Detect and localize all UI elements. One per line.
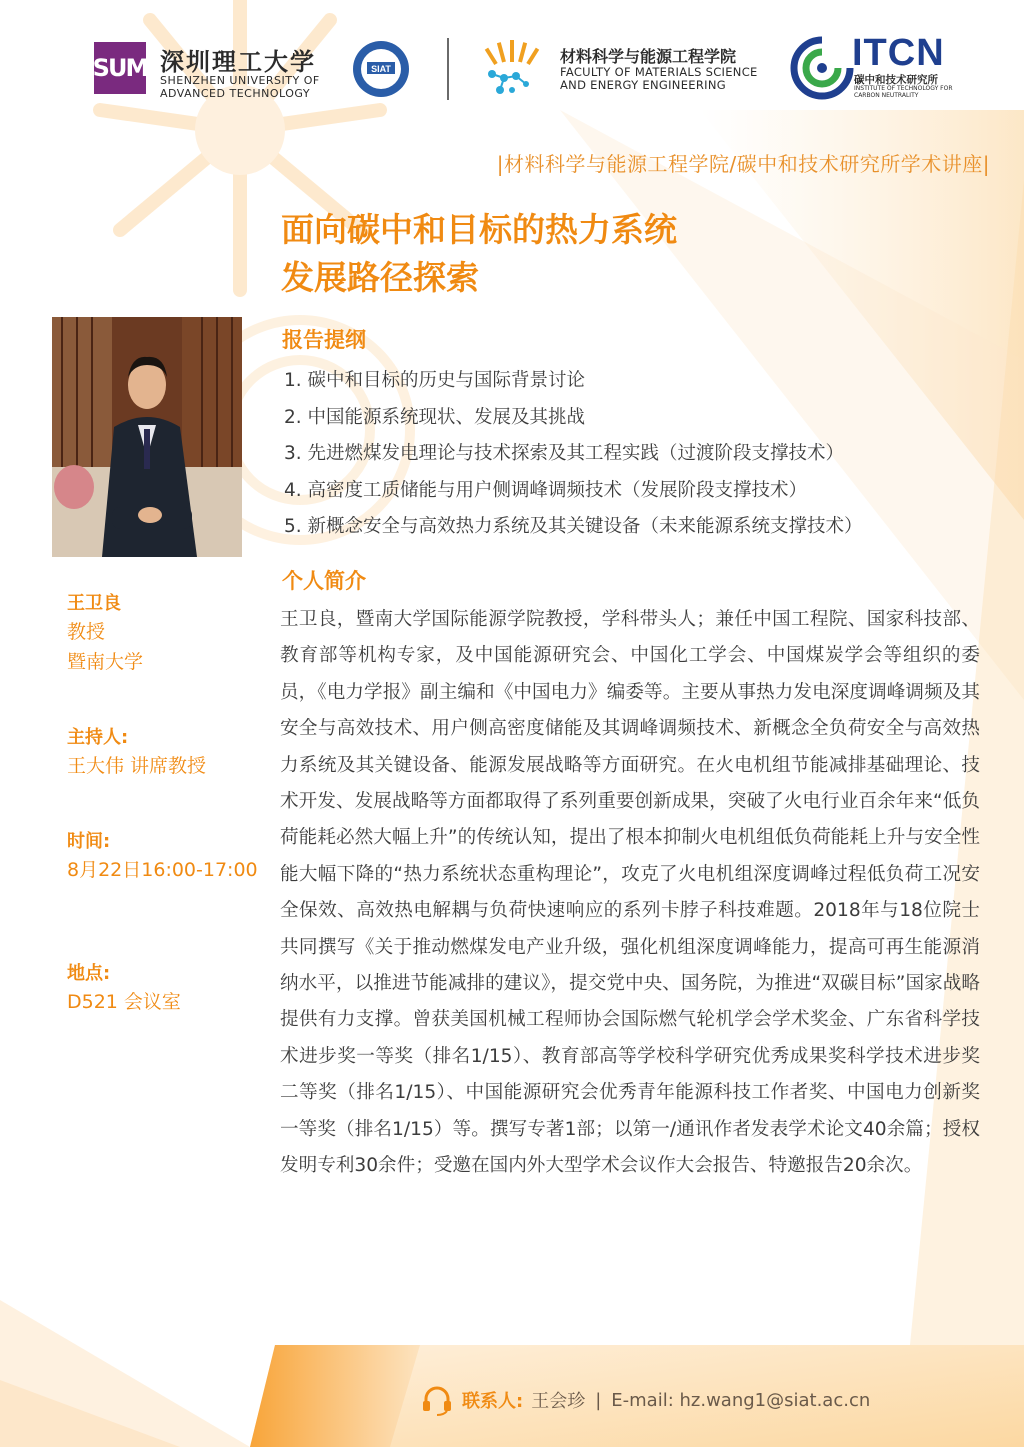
outline-item: 1. 碳中和目标的历史与国际背景讨论 <box>284 370 586 391</box>
university-name-en: SHENZHEN UNIVERSITY OF ADVANCED TECHNOLOGY <box>160 74 320 100</box>
title-line-1: 面向碳中和目标的热力系统 <box>281 210 677 249</box>
lecture-title <box>281 206 677 302</box>
itcn-wordmark: ITCN <box>852 32 945 74</box>
contact-name: 王会珍 <box>531 1391 586 1412</box>
itcn-logo-icon <box>790 36 854 100</box>
place-label: 地点: <box>67 963 111 984</box>
title-line-2: 发展路径探索 <box>281 258 479 297</box>
place-info <box>67 960 267 1017</box>
siat-seal-logo <box>352 40 410 98</box>
bio-heading: 个人简介 <box>282 569 366 593</box>
lecture-series-label: |材料科学与能源工程学院/碳中和技术研究所学术讲座| <box>496 152 990 176</box>
contact-email[interactable]: E-mail: hz.wang1@siat.ac.cn <box>611 1389 871 1411</box>
sumat-logo: SUM <box>94 42 146 94</box>
host-value: 王大伟 讲席教授 <box>67 755 207 777</box>
faculty-name-en: FACULTY OF MATERIALS SCIENCE AND ENERGY ENGINEERING <box>560 65 758 92</box>
header-divider <box>447 38 449 100</box>
speaker-title: 教授 <box>67 621 106 643</box>
speaker-info <box>67 590 267 677</box>
header-logos <box>90 30 970 110</box>
speaker-name: 王卫良 <box>67 593 121 614</box>
time-label: 时间: <box>67 831 111 852</box>
itcn-name-cn: 碳中和技术研究所 <box>854 74 938 86</box>
footer-separator: | <box>595 1389 602 1411</box>
contact-footer <box>420 1383 870 1417</box>
outline-list <box>284 363 984 546</box>
outline-heading: 报告提纲 <box>282 328 366 352</box>
host-label: 主持人: <box>67 727 129 748</box>
speaker-affiliation: 暨南大学 <box>67 651 144 673</box>
time-value: 8月22日16:00-17:00 <box>67 859 258 881</box>
headset-icon <box>420 1383 454 1417</box>
speaker-photo <box>52 317 242 557</box>
host-info <box>67 724 267 781</box>
place-value: D521 会议室 <box>67 991 181 1013</box>
contact-label: 联系人: <box>462 1391 524 1412</box>
outline-item: 3. 先进燃煤发电理论与技术探索及其工程实践（过渡阶段支撑技术） <box>284 443 845 464</box>
outline-item: 2. 中国能源系统现状、发展及其挑战 <box>284 406 586 428</box>
siat-label: SIAT <box>371 64 391 74</box>
university-name-cn: 深圳理工大学 <box>160 47 316 76</box>
time-info <box>67 828 267 885</box>
outline-item: 4. 高密度工质储能与用户侧调峰调频技术（发展阶段支撑技术） <box>284 479 808 501</box>
outline-item: 5. 新概念安全与高效热力系统及其关键设备（未来能源系统支撑技术） <box>284 516 863 537</box>
bio-text: 王卫良，暨南大学国际能源学院教授，学科带头人；兼任中国工程院、国家科技部、教育部等机构专家，及中国能源研究会、中国化工学会、中国煤炭学会等组织的委员，《电力学报》副主编和《中国电力》编委等。主要从事热力发电深度调峰调频及其安全与高效技术、用户侧高密度储能及其调峰调频技术、新概念全负荷安全与高效热力系统及其关键设备、能源发展战略等方面研究。在火电机组节能减排基础理论、技术开发、发展战略等方面都取得了系列重要创新成果，突破了火电行业百余年来“低负荷能耗必然大幅上升”的传统认知，提出了根本抑制火电机组低负荷能耗上升与安全性能大幅下降的“热力系统状态重构理论”，攻克了火电机组深度调峰过程低负荷工况安全保效、高效热电解耦与负荷快速响应的系列卡脖子科技难题。2018年与18位院士共同撰写《关于推动燃煤发电产业升级，强化机组深度调峰能力，提高可再生能源消纳水平，以推进节能减排的建议》，提交党中央、国务院，为推进“双碳目标”国家战略提供有力支撑。曾获美国机械工程师协会国际燃气轮机学会学术奖金、广东省科学技术进步奖一等奖（排名1/15）、教育部高等学校科学研究优秀成果奖科学技术进步奖二等奖（排名1/15）、中国能源研究会优秀青年能源科技工作者奖、中国电力创新奖一等奖（排名1/15）等。撰写专著1部；以第一/通讯作者发表学术论文40余篇；授权发明专利30余件；受邀在国内外大型学术会议作大会报告、特邀报告20余次。 <box>280 609 980 1177</box>
faculty-logo-icon <box>482 38 544 100</box>
faculty-name-cn: 材料科学与能源工程学院 <box>560 47 737 66</box>
itcn-name-en: INSTITUTE OF TECHNOLOGY FOR CARBON NEUTRALITY <box>854 85 953 99</box>
